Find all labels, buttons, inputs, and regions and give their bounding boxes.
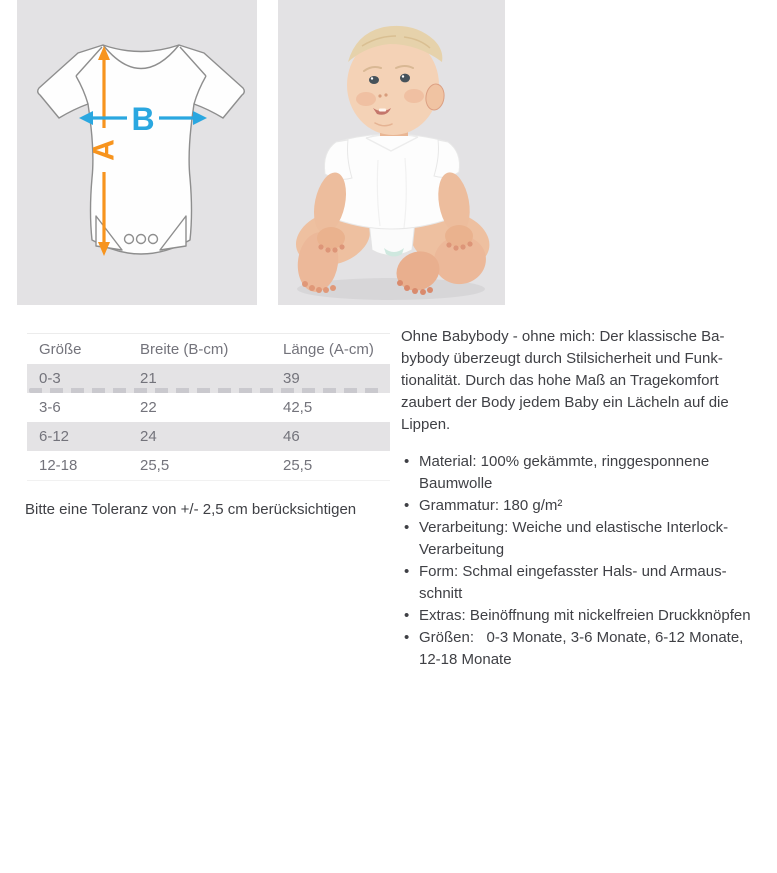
product-description — [401, 326, 764, 671]
size-table-header — [27, 334, 390, 364]
table-cell: 6-12 — [39, 428, 70, 445]
feature-item: • Verarbeitung: Weiche und elastische Interlock-Verarbeitung — [401, 517, 764, 561]
table-row — [27, 451, 390, 480]
table-cell: 42,5 — [283, 399, 313, 416]
tolerance-note: Bitte eine Toleranz von +/- 2,5 cm berücksichtigen — [25, 501, 357, 518]
feature-item: • Extras: Beinöffnung mit nickelfreien Druckknöpfen — [401, 605, 764, 627]
size-table — [27, 333, 390, 481]
bodysuit-outline — [38, 45, 245, 254]
table-cell: 3-6 — [39, 399, 61, 416]
table-cell: 12-18 — [39, 457, 78, 474]
measure-a-label: A — [87, 139, 121, 161]
column-header-width: Breite (B-cm) — [140, 340, 229, 358]
table-cell: 25,5 — [283, 457, 313, 474]
baby-photo — [278, 0, 505, 305]
feature-list — [401, 451, 764, 671]
table-row — [27, 422, 390, 451]
table-cell: 24 — [140, 428, 157, 445]
table-cell: 46 — [283, 428, 300, 445]
feature-item: • Größen: 0-3 Monate, 3-6 Monate, 6-12 Monate, 12-18 Monate — [401, 627, 764, 671]
table-row — [27, 364, 390, 393]
size-table-body — [27, 364, 390, 480]
size-diagram-panel — [17, 0, 257, 305]
column-header-size: Größe — [39, 340, 82, 358]
table-cell: 21 — [140, 370, 157, 387]
feature-item: • Grammatur: 180 g/m² — [401, 495, 764, 517]
description-intro: Ohne Babybody - ohne mich: Der klassische Babybody überzeugt durch Stilsicherheit und Funktionalität. Durch das hohe Maß an Tragekomfort zaubert der Body jedem Baby ein Lächeln auf die Lippen. — [401, 328, 729, 433]
table-cell: 25,5 — [140, 457, 170, 474]
table-cell: 0-3 — [39, 370, 61, 387]
table-row — [27, 393, 390, 422]
size-diagram — [17, 0, 257, 305]
feature-item: • Material: 100% gekämmte, ringgesponnene Baumwolle — [401, 451, 764, 495]
measure-b-label: B — [131, 101, 155, 137]
table-cell: 22 — [140, 399, 157, 416]
column-header-length: Länge (A-cm) — [283, 340, 374, 358]
feature-item: • Form: Schmal eingefasster Hals- und Armausschnitt — [401, 561, 764, 605]
baby-photo-panel — [278, 0, 505, 305]
table-cell: 39 — [283, 370, 300, 387]
